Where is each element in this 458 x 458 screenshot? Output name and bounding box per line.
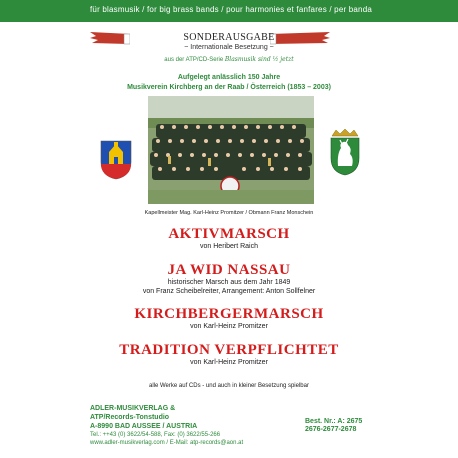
order-number-line-1: Best. Nr.: A: 2675 bbox=[305, 418, 363, 425]
publisher-phone: Tel.: ++43 (0) 3622/54-588, Fax: (0) 3622/55-266 bbox=[90, 432, 221, 438]
edition-subtitle: ~ Internationale Besetzung ~ bbox=[184, 44, 274, 51]
styria-coat-of-arms-icon bbox=[328, 128, 362, 176]
march-title-1: AKTIVMARSCH bbox=[168, 226, 290, 242]
edition-title: SONDERAUSGABE bbox=[183, 32, 275, 43]
photo-caption: Kapellmeister Mag. Karl-Heinz Promitzer / Obmann Franz Monschein bbox=[144, 210, 314, 216]
kirchberg-coat-of-arms-icon bbox=[100, 140, 132, 180]
march-title-2: JA WID NASSAU bbox=[167, 262, 291, 278]
march-title-3: KIRCHBERGERMARSCH bbox=[134, 306, 324, 322]
footer-note: alle Werke auf CDs - und auch in kleiner Besetzung spielbar bbox=[149, 383, 309, 389]
occasion-line-2: Musikverein Kirchberg an der Raab / Österreich (1853 – 2003) bbox=[127, 84, 331, 91]
march-byline-1: von Heribert Raich bbox=[200, 243, 258, 250]
band-group-photo bbox=[148, 96, 314, 204]
top-banner-text: für blasmusik / for big brass bands / pour harmonies et fanfares / per banda bbox=[90, 5, 373, 14]
series-prefix: aus der ATP/CD-Serie bbox=[164, 57, 225, 63]
occasion-line-1: Aufgelegt anlässlich 150 Jahre bbox=[177, 74, 281, 81]
march-desc-2: historischer Marsch aus dem Jahr 1849 bbox=[167, 279, 291, 286]
march-byline-4: von Karl-Heinz Promitzer bbox=[190, 359, 268, 366]
publisher-address: A-8990 BAD AUSSEE / AUSTRIA bbox=[90, 423, 198, 430]
top-banner bbox=[0, 0, 458, 22]
publisher-web[interactable]: www.adler-musikverlag.com / E-Mail: atp-records@aon.at bbox=[90, 440, 244, 446]
series-script: Blasmusik sind ½ jetzt bbox=[224, 56, 294, 63]
publisher-name-1: ADLER-MUSIKVERLAG & bbox=[90, 405, 176, 412]
march-byline-2: von Franz Scheibelreiter, Arrangement: Anton Sollfelner bbox=[142, 288, 316, 295]
march-byline-3: von Karl-Heinz Promitzer bbox=[190, 323, 268, 330]
order-number-line-2: 2676-2677-2678 bbox=[305, 426, 357, 433]
series-line bbox=[0, 56, 458, 63]
publisher-name-2: ATP/Records-Tonstudio bbox=[90, 414, 170, 421]
march-title-4: TRADITION VERPFLICHTET bbox=[119, 342, 339, 358]
